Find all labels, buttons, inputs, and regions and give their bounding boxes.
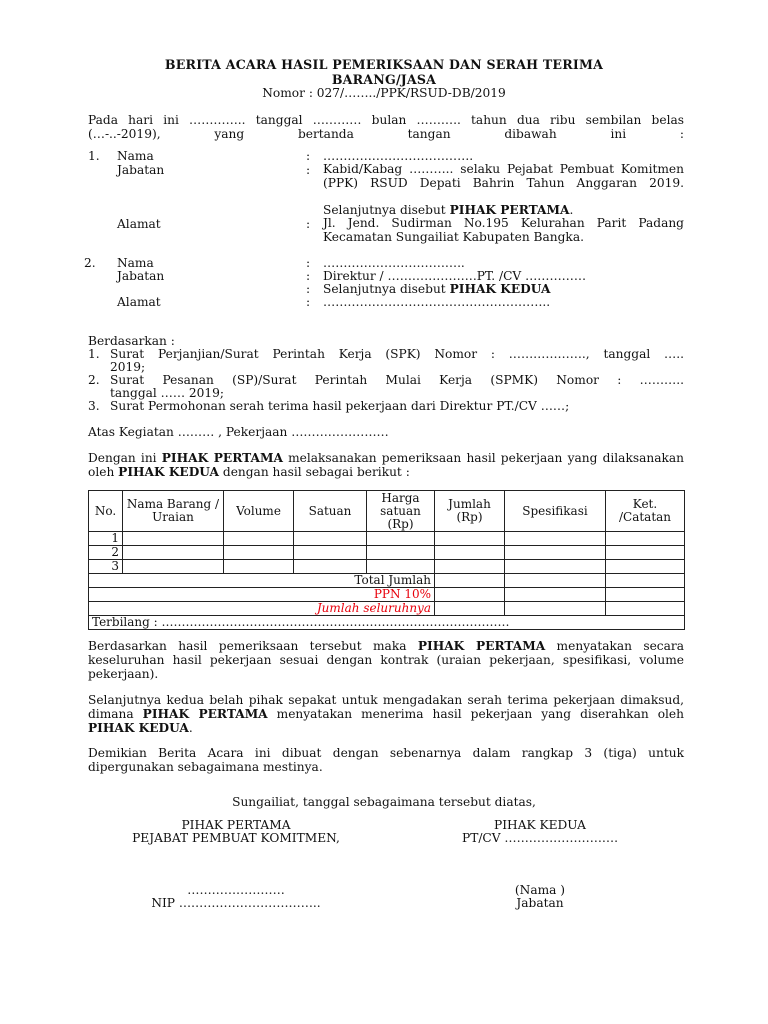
table-cell <box>224 546 294 560</box>
right-signatory-jabatan: Jabatan <box>516 896 564 910</box>
table-cell <box>224 560 294 574</box>
table-cell <box>505 532 606 546</box>
table-cell <box>123 560 224 574</box>
document-number: Nomor : 027/……../PPK/RSUD-DB/2019 <box>262 86 506 100</box>
party2-nama-colon: : <box>306 256 311 270</box>
table-header-keterangan: Ket. /Catatan <box>606 491 685 532</box>
berdasarkan-heading: Berdasarkan : <box>88 334 175 348</box>
document-title-line1: BERITA ACARA HASIL PEMERIKSAAN DAN SERAH TERIMA <box>164 57 604 72</box>
table-cell <box>435 532 505 546</box>
dasar-3-line1: Surat Permohonan serah terima hasil pekerjaan dari Direktur PT./CV ……; <box>110 399 570 413</box>
table-cell <box>435 546 505 560</box>
table-row <box>89 546 685 560</box>
ppn-value <box>435 588 505 602</box>
table-cell <box>505 560 606 574</box>
jumlah-seluruhnya-label: Jumlah seluruhnya <box>89 602 435 616</box>
table-header-spesifikasi: Spesifikasi <box>505 491 606 532</box>
table-cell <box>123 532 224 546</box>
table-header-volume: Volume <box>224 491 294 532</box>
table-cell <box>294 546 367 560</box>
terbilang: Terbilang : …………………………………………………………………………… <box>89 616 685 630</box>
party1-number: 1. <box>88 149 100 163</box>
right-signatory-title: PIHAK KEDUA <box>494 818 586 832</box>
party2-alamat-label: Alamat <box>117 295 161 309</box>
table-row-number: 1 <box>89 532 123 546</box>
dasar-2-line2: tanggal …… 2019; <box>110 386 225 400</box>
place-date: Sungailiat, tanggal sebagaimana tersebut diatas, <box>232 795 536 809</box>
party2-sebut-colon: : <box>306 282 311 296</box>
party1-jabatan-label: Jabatan <box>117 163 165 177</box>
table-row <box>89 560 685 574</box>
table-header-satuan: Satuan <box>294 491 367 532</box>
table-cell <box>606 588 685 602</box>
dasar-1-line1: Surat Perjanjian/Surat Perintah Kerja (SPK) Nomor : ………………., tanggal ….. <box>110 347 684 361</box>
party2-nama-label: Nama <box>117 256 154 270</box>
table-header-no: No. <box>89 491 123 532</box>
dasar-3-number: 3. <box>88 399 100 413</box>
party1-nama-label: Nama <box>117 149 154 163</box>
result-table <box>88 490 685 630</box>
party2-sebut: Selanjutnya disebut PIHAK KEDUA <box>323 282 551 296</box>
right-signatory-name: (Nama ) <box>514 883 566 897</box>
table-header-row <box>89 491 685 532</box>
table-cell <box>123 546 224 560</box>
table-cell <box>606 602 685 616</box>
table-cell <box>294 532 367 546</box>
table-cell <box>606 532 685 546</box>
table-cell <box>367 532 435 546</box>
left-signatory-title: PIHAK PERTAMA <box>181 818 291 832</box>
dasar-1-line2: 2019; <box>110 360 146 374</box>
table-cell <box>505 602 606 616</box>
table-cell <box>505 574 606 588</box>
table-ppn-row <box>89 588 685 602</box>
party2-alamat-value: ……………………………………………….. <box>323 295 551 309</box>
party2-alamat-colon: : <box>306 295 311 309</box>
party1-alamat-colon: : <box>306 217 311 231</box>
table-grand-total-row <box>89 602 685 616</box>
party1-alamat-value: Jl. Jend. Sudirman No.195 Kelurahan Parit Padang Kecamatan Sungailiat Kabupaten Bangka. <box>323 216 684 244</box>
jumlah-seluruhnya-value <box>435 602 505 616</box>
table-cell <box>505 546 606 560</box>
ppn-label: PPN 10% <box>89 588 435 602</box>
table-cell <box>367 546 435 560</box>
party2-jabatan-colon: : <box>306 269 311 283</box>
table-cell <box>224 532 294 546</box>
party2-nama-value: …………………………….. <box>323 256 465 270</box>
document-title-line2: BARANG/JASA <box>331 72 437 87</box>
kegiatan-line: Atas Kegiatan ……… , Pekerjaan …………………… <box>88 425 389 439</box>
table-cell <box>435 560 505 574</box>
closing-paragraph: Demikian Berita Acara ini dibuat dengan sebenarnya dalam rangkap 3 (tiga) untuk dipergunakan sebagaimana mestinya. <box>88 746 684 774</box>
party1-jabatan-value: Kabid/Kabag ……….. selaku Pejabat Pembuat Komitmen (PPK) RSUD Depati Bahrin Tahun Anggaran 2019. <box>323 162 684 190</box>
right-signatory-subtitle: PT/CV ………………………. <box>462 831 618 845</box>
total-jumlah-label: Total Jumlah <box>89 574 435 588</box>
left-signatory-name: …………………… <box>187 883 285 897</box>
table-cell <box>606 574 685 588</box>
dengan-paragraph: Dengan ini PIHAK PERTAMA melaksanakan pemeriksaan hasil pekerjaan yang dilaksanakan oleh PIHAK KEDUA dengan hasil sebagai berikut : <box>88 451 684 479</box>
table-header-jumlah: Jumlah (Rp) <box>435 491 505 532</box>
party1-nama-colon: : <box>306 149 311 163</box>
table-total-row <box>89 574 685 588</box>
party1-nama-value: ………………………………. <box>323 149 474 163</box>
table-terbilang-row <box>89 616 685 630</box>
table-header-harga-satuan: Harga satuan (Rp) <box>367 491 435 532</box>
table-row-number: 3 <box>89 560 123 574</box>
table-cell <box>294 560 367 574</box>
party2-jabatan-value: Direktur / ………………….PT. /CV …………… <box>323 269 587 283</box>
table-row-number: 2 <box>89 546 123 560</box>
party2-number: 2. <box>84 256 96 270</box>
intro-paragraph: Pada hari ini ………….. tanggal ………… bulan ……….. tahun dua ribu sembilan belas (…-..-2019), yang bertanda tangan dibawah ini : <box>88 113 684 141</box>
left-signatory-subtitle: PEJABAT PEMBUAT KOMITMEN, <box>132 831 340 845</box>
party2-jabatan-label: Jabatan <box>117 269 165 283</box>
party1-sebut: Selanjutnya disebut PIHAK PERTAMA. <box>323 203 574 217</box>
left-signatory-nip: NIP …………………………….. <box>151 896 321 910</box>
total-jumlah-value <box>435 574 505 588</box>
table-cell <box>505 588 606 602</box>
conclusion-paragraph: Berdasarkan hasil pemeriksaan tersebut maka PIHAK PERTAMA menyatakan secara keseluruhan hasil pekerjaan sesuai dengan kontrak (uraian pekerjaan, spesifikasi, volume pekerjaan). <box>88 639 684 681</box>
table-cell <box>367 560 435 574</box>
dasar-1-number: 1. <box>88 347 100 361</box>
table-cell <box>606 560 685 574</box>
table-header-nama-barang: Nama Barang / Uraian <box>123 491 224 532</box>
dasar-2-number: 2. <box>88 373 100 387</box>
dasar-2-line1: Surat Pesanan (SP)/Surat Perintah Mulai Kerja (SPMK) Nomor : ……….. <box>110 373 684 387</box>
party1-jabatan-colon: : <box>306 163 311 177</box>
handover-paragraph: Selanjutnya kedua belah pihak sepakat untuk mengadakan serah terima pekerjaan dimaksud, dimana PIHAK PERTAMA menyatakan menerima hasil pekerjaan yang diserahkan oleh PIHAK KEDUA. <box>88 693 684 735</box>
table-row <box>89 532 685 546</box>
table-cell <box>606 546 685 560</box>
party1-alamat-label: Alamat <box>117 217 161 231</box>
